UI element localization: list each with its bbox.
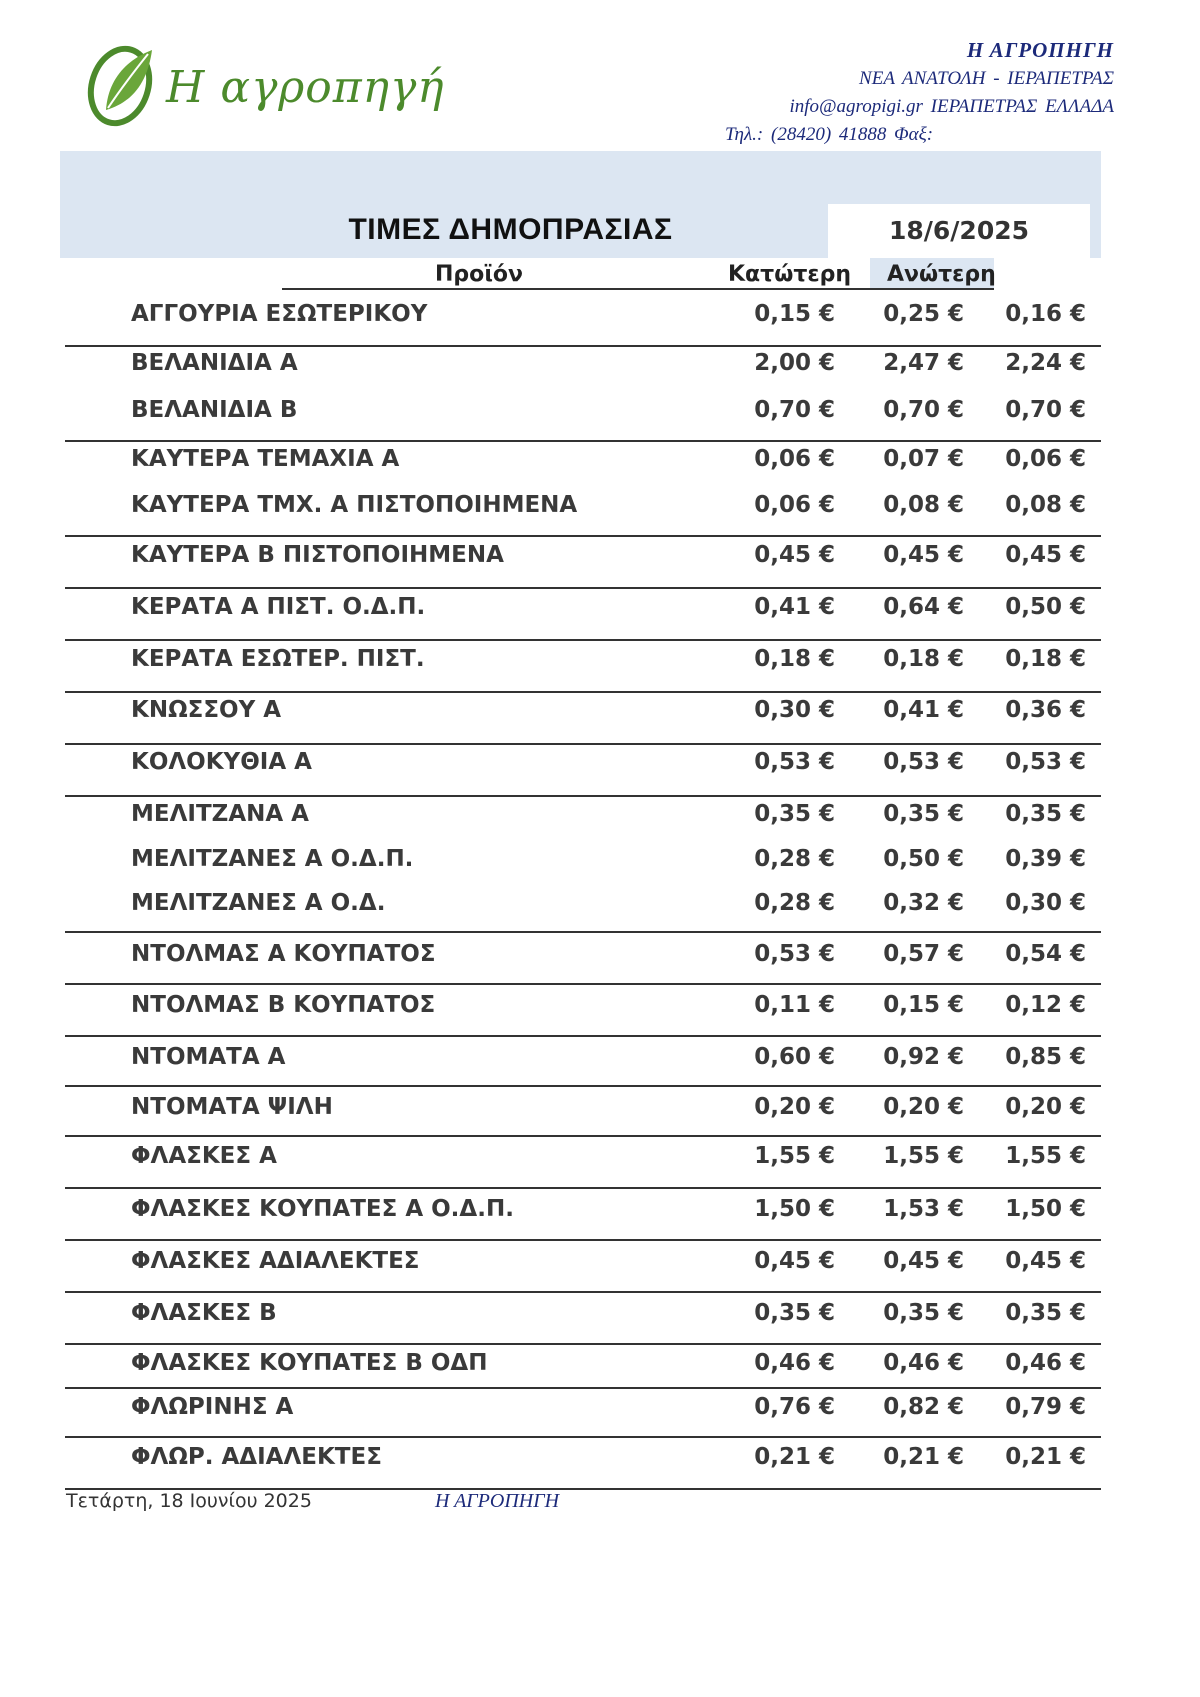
column-header-low: Κατώτερη (728, 262, 852, 287)
average-price: 2,24 € (1005, 350, 1086, 376)
header-underline (282, 288, 994, 290)
row-divider (65, 1291, 1101, 1293)
product-name: ΝΤΟΜΑΤΑ Α (131, 1044, 286, 1070)
low-price: 1,55 € (754, 1143, 835, 1169)
page-title: ΤΙΜΕΣ ΔΗΜΟΠΡΑΣΙΑΣ (348, 213, 673, 246)
average-price: 0,70 € (1005, 397, 1086, 423)
row-divider (65, 1085, 1101, 1087)
average-price: 0,46 € (1005, 1350, 1086, 1376)
column-header-product: Προϊόν (435, 262, 523, 287)
average-price: 0,30 € (1005, 890, 1086, 916)
logo-text: Η αγροπηγή (166, 62, 445, 113)
low-price: 0,45 € (754, 1248, 835, 1274)
row-divider (65, 1387, 1101, 1389)
high-price: 0,82 € (883, 1394, 964, 1420)
row-divider (65, 1135, 1101, 1137)
average-price: 0,08 € (1005, 492, 1086, 518)
product-name: ΝΤΟΛΜΑΣ Α ΚΟΥΠΑΤΟΣ (131, 941, 436, 967)
row-divider (65, 931, 1101, 933)
leaf-logo-icon (86, 40, 166, 130)
product-name: ΝΤΟΜΑΤΑ ΨΙΛΗ (131, 1094, 333, 1120)
company-email: info@agropigi.gr ΙΕΡΑΠΕΤΡΑΣ ΕΛΛΑΔΑ (789, 96, 1114, 117)
product-name: ΚΑΥΤΕΡΑ ΤΜΧ. Α ΠΙΣΤΟΠΟΙΗΜΕΝΑ (131, 492, 578, 518)
row-divider (65, 345, 1101, 347)
low-price: 0,06 € (754, 446, 835, 472)
product-name: ΚΝΩΣΣΟΥ Α (131, 697, 282, 723)
low-price: 0,35 € (754, 801, 835, 827)
low-price: 0,28 € (754, 846, 835, 872)
row-divider (65, 1187, 1101, 1189)
high-price: 0,35 € (883, 1300, 964, 1326)
high-price: 0,08 € (883, 492, 964, 518)
high-price: 0,21 € (883, 1444, 964, 1470)
product-name: ΦΛΑΣΚΕΣ ΚΟΥΠΑΤΕΣ Β ΟΔΠ (131, 1350, 488, 1376)
average-price: 0,54 € (1005, 941, 1086, 967)
average-price: 0,79 € (1005, 1394, 1086, 1420)
average-price: 0,16 € (1005, 301, 1086, 327)
low-price: 0,53 € (754, 749, 835, 775)
low-price: 0,60 € (754, 1044, 835, 1070)
average-price: 1,55 € (1005, 1143, 1086, 1169)
product-name: ΦΛΩΡ. ΑΔΙΑΛΕΚΤΕΣ (131, 1444, 382, 1470)
high-price: 0,57 € (883, 941, 964, 967)
product-name: ΒΕΛΑΝΙΔΙΑ Α (131, 350, 298, 376)
high-price: 0,70 € (883, 397, 964, 423)
row-divider (65, 691, 1101, 693)
low-price: 0,15 € (754, 301, 835, 327)
average-price: 0,36 € (1005, 697, 1086, 723)
product-name: ΒΕΛΑΝΙΔΙΑ Β (131, 397, 298, 423)
low-price: 0,06 € (754, 492, 835, 518)
low-price: 2,00 € (754, 350, 835, 376)
product-name: ΦΛΑΣΚΕΣ Β (131, 1300, 277, 1326)
company-name: Η ΑΓΡΟΠΗΓΗ (966, 38, 1114, 62)
product-name: ΑΓΓΟΥΡΙΑ ΕΣΩΤΕΡΙΚΟΥ (131, 301, 428, 327)
high-price: 0,46 € (883, 1350, 964, 1376)
row-divider (65, 1035, 1101, 1037)
low-price: 0,76 € (754, 1394, 835, 1420)
product-name: ΚΟΛΟΚΥΘΙΑ Α (131, 749, 312, 775)
product-name: ΚΕΡΑΤΑ Α ΠΙΣΤ. Ο.Δ.Π. (131, 594, 426, 620)
high-price: 0,92 € (883, 1044, 964, 1070)
low-price: 0,18 € (754, 646, 835, 672)
high-price: 0,15 € (883, 992, 964, 1018)
low-price: 0,28 € (754, 890, 835, 916)
high-price: 0,32 € (883, 890, 964, 916)
average-price: 0,53 € (1005, 749, 1086, 775)
product-name: ΦΛΩΡΙΝΗΣ Α (131, 1394, 294, 1420)
average-price: 0,12 € (1005, 992, 1086, 1018)
average-price: 0,45 € (1005, 1248, 1086, 1274)
low-price: 0,35 € (754, 1300, 835, 1326)
row-divider (65, 639, 1101, 641)
auction-date: 18/6/2025 (828, 204, 1090, 258)
high-price: 0,41 € (883, 697, 964, 723)
high-price: 0,45 € (883, 542, 964, 568)
company-address: ΝΕΑ ΑΝΑΤΟΛΗ - ΙΕΡΑΠΕΤΡΑΣ (859, 68, 1114, 89)
row-divider (65, 795, 1101, 797)
average-price: 0,50 € (1005, 594, 1086, 620)
low-price: 0,46 € (754, 1350, 835, 1376)
average-price: 0,35 € (1005, 801, 1086, 827)
high-price: 2,47 € (883, 350, 964, 376)
row-divider (65, 535, 1101, 537)
average-price: 0,18 € (1005, 646, 1086, 672)
footer-date: Τετάρτη, 18 Ιουνίου 2025 (66, 1490, 312, 1512)
product-name: ΚΑΥΤΕΡΑ Β ΠΙΣΤΟΠΟΙΗΜΕΝΑ (131, 542, 504, 568)
low-price: 0,30 € (754, 697, 835, 723)
row-divider (65, 983, 1101, 985)
average-price: 0,21 € (1005, 1444, 1086, 1470)
row-divider (65, 587, 1101, 589)
low-price: 1,50 € (754, 1196, 835, 1222)
high-price: 1,55 € (883, 1143, 964, 1169)
average-price: 0,45 € (1005, 542, 1086, 568)
product-name: ΦΛΑΣΚΕΣ ΚΟΥΠΑΤΕΣ Α Ο.Δ.Π. (131, 1196, 514, 1222)
high-price: 0,45 € (883, 1248, 964, 1274)
high-price: 0,20 € (883, 1094, 964, 1120)
row-divider (65, 743, 1101, 745)
low-price: 0,70 € (754, 397, 835, 423)
average-price: 0,39 € (1005, 846, 1086, 872)
low-price: 0,53 € (754, 941, 835, 967)
low-price: 0,21 € (754, 1444, 835, 1470)
footer-company: Η ΑΓΡΟΠΗΓΗ (435, 1490, 560, 1512)
low-price: 0,11 € (754, 992, 835, 1018)
high-price: 1,53 € (883, 1196, 964, 1222)
product-name: ΚΕΡΑΤΑ ΕΣΩΤΕΡ. ΠΙΣΤ. (131, 646, 425, 672)
low-price: 0,41 € (754, 594, 835, 620)
average-price: 0,20 € (1005, 1094, 1086, 1120)
average-price: 0,35 € (1005, 1300, 1086, 1326)
product-name: ΚΑΥΤΕΡΑ ΤΕΜΑΧΙΑ Α (131, 446, 400, 472)
product-name: ΜΕΛΙΤΖΑΝΕΣ Α Ο.Δ. (131, 890, 386, 916)
product-name: ΜΕΛΙΤΖΑΝΕΣ Α Ο.Δ.Π. (131, 846, 414, 872)
high-price: 0,64 € (883, 594, 964, 620)
row-divider (65, 440, 1101, 442)
high-price: 0,18 € (883, 646, 964, 672)
product-name: ΝΤΟΛΜΑΣ Β ΚΟΥΠΑΤΟΣ (131, 992, 436, 1018)
product-name: ΦΛΑΣΚΕΣ ΑΔΙΑΛΕΚΤΕΣ (131, 1248, 420, 1274)
high-price: 0,25 € (883, 301, 964, 327)
product-name: ΜΕΛΙΤΖΑΝΑ Α (131, 801, 309, 827)
low-price: 0,45 € (754, 542, 835, 568)
company-logo (86, 40, 445, 140)
high-price: 0,07 € (883, 446, 964, 472)
row-divider (65, 1436, 1101, 1438)
high-price: 0,53 € (883, 749, 964, 775)
average-price: 1,50 € (1005, 1196, 1086, 1222)
product-name: ΦΛΑΣΚΕΣ Α (131, 1143, 277, 1169)
company-phone: Τηλ.: (28420) 41888 Φαξ: (725, 124, 934, 145)
average-price: 0,85 € (1005, 1044, 1086, 1070)
row-divider (65, 1343, 1101, 1345)
high-price: 0,35 € (883, 801, 964, 827)
column-header-high: Ανώτερη (887, 262, 996, 287)
high-price: 0,50 € (883, 846, 964, 872)
row-divider (65, 1239, 1101, 1241)
low-price: 0,20 € (754, 1094, 835, 1120)
average-price: 0,06 € (1005, 446, 1086, 472)
